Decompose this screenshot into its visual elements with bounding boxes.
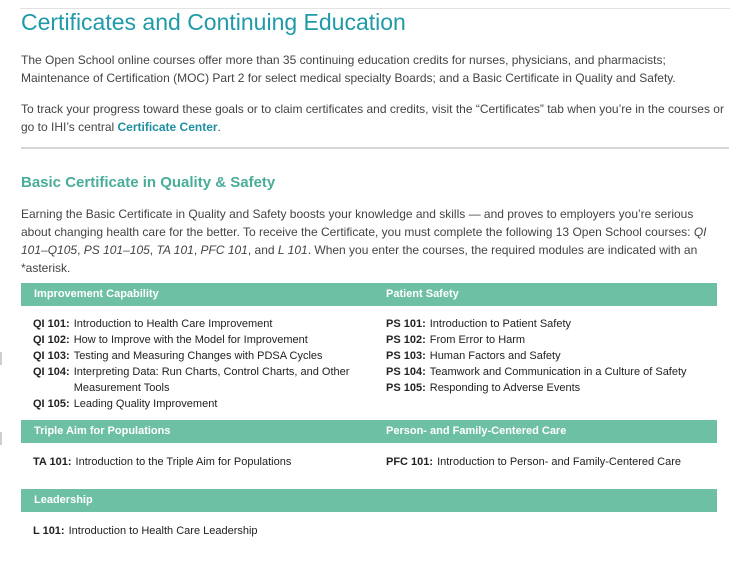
course-title: From Error to Harm [429,334,526,346]
section-heading: Basic Certificate in Quality & Safety [21,174,276,191]
separator: , [77,243,84,257]
course-code: PS 104: [386,366,426,378]
course-code: L 101: [33,525,65,537]
course-code: PFC 101: [386,456,434,468]
certificate-center-link[interactable]: Certificate Center [117,120,218,134]
course-list-triple-aim [21,443,366,489]
course-code: QI 104: [33,366,70,378]
empty-header [366,489,717,512]
left-edge-mark [0,432,2,445]
course-code: PS 102: [386,334,426,346]
separator: , and [247,243,278,257]
course-item [386,348,717,364]
course-title: Introduction to Health Care Improvement [73,318,273,330]
intro-paragraph: The Open School online courses offer more than 35 continuing education credits for nurses, physicians, and pharmacists; Maintenance of Certification (MOC) Part 2 for select medical specialty Boards; and a Basic Certificate in Quality and Safety. [21,53,676,85]
course-item [33,332,366,348]
progress-text: To track your progress toward these goals or to claim certificates and credits, visit the “Certificates” tab when you’re in the courses or go to IHI’s central [21,102,724,134]
group-header-patient-safety: Patient Safety [386,288,459,300]
course-list-leadership [21,512,366,554]
course-row [21,443,717,489]
course-code: PS 101: [386,318,426,330]
course-code: QI 103: [33,350,70,362]
progress-paragraph [21,100,726,136]
course-title: Introduction to Person- and Family-Centered Care [437,456,682,468]
course-title: Introduction to Patient Safety [429,318,572,330]
certificate-description [21,205,726,277]
course-title: Testing and Measuring Changes with PDSA Cycles [73,350,323,362]
separator: , [149,243,157,257]
course-list-person-family [366,443,717,489]
group-header-improvement: Improvement Capability [34,288,159,300]
course-code: PS 103: [386,350,426,362]
course-item [386,316,717,332]
separator: , [193,243,201,257]
course-range: TA 101 [156,243,194,257]
header-band [21,489,717,512]
course-item [33,316,366,332]
course-range: QI 101–Q105 [21,225,707,257]
empty-cell [366,512,717,554]
course-list-patient-safety [366,306,717,420]
course-title: Introduction to Health Care Leadership [68,525,258,537]
course-row [21,512,717,554]
group-header-person-family: Person- and Family-Centered Care [386,425,567,437]
course-item [386,332,717,348]
course-title: Introduction to the Triple Aim for Populations [75,456,292,468]
course-item [33,523,366,539]
course-title: How to Improve with the Model for Improvement [73,334,308,346]
course-list-improvement [21,306,366,420]
course-range: L 101 [277,243,308,257]
group-header-triple-aim: Triple Aim for Populations [34,425,171,437]
course-code: PS 105: [386,382,426,394]
course-item [386,380,717,396]
course-title: Interpreting Data: Run Charts, Control Charts, and Other Measurement Tools [73,366,350,394]
course-item [33,364,366,396]
course-title: Responding to Adverse Events [429,382,581,394]
header-band [21,283,717,306]
course-code: QI 101: [33,318,70,330]
header-band [21,420,717,443]
course-row [21,306,717,420]
course-item [386,364,717,380]
course-code: QI 105: [33,398,70,410]
page-title: Certificates and Continuing Education [21,9,406,35]
section-divider [21,147,729,149]
course-item [33,396,366,412]
course-title: Leading Quality Improvement [73,398,218,410]
course-code: QI 102: [33,334,70,346]
course-item [33,454,366,470]
course-title: Teamwork and Communication in a Culture of Safety [429,366,687,378]
course-item [386,454,717,470]
group-header-leadership: Leadership [34,494,93,506]
progress-text-end: . [217,120,221,134]
course-item [33,348,366,364]
description-text: Earning the Basic Certificate in Quality and Safety boosts your knowledge and skills — and proves to employers you’re serious about changing health care for the better. To receive the Certificate, you must complete the following 13 Open School courses: [21,207,694,239]
course-title: Human Factors and Safety [429,350,561,362]
left-edge-mark [0,352,2,365]
course-range: PFC 101 [200,243,248,257]
description-text-end: . When you enter the courses, the required modules are indicated with an *asterisk. [21,243,698,275]
course-code: TA 101: [33,456,72,468]
course-range: PS 101–105 [83,243,150,257]
course-table [21,283,717,554]
